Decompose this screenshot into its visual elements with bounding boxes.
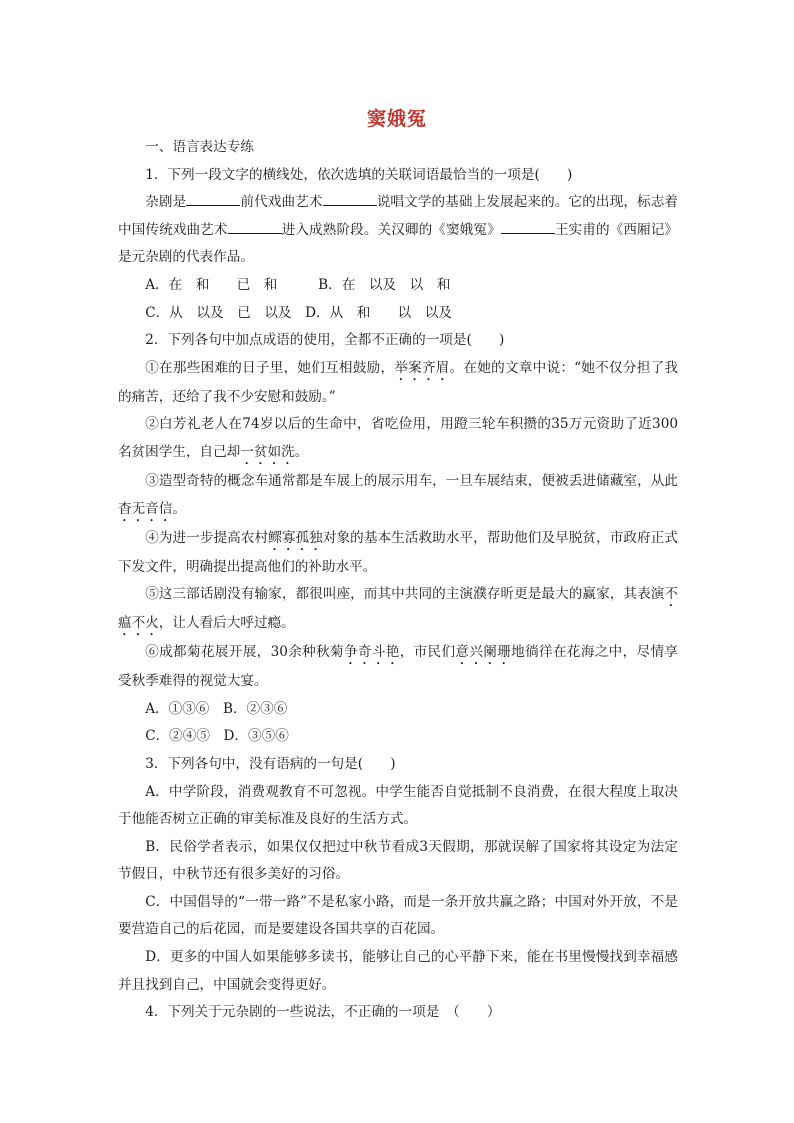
dotted-idiom: 鳏寡孤独 [268, 529, 323, 546]
question-3-stem: 3．下列各句中，没有语病的一句是( ) [145, 755, 396, 772]
passage-text: 前代戏曲艺术 [240, 194, 323, 211]
question-1-stem: 1．下列一段文字的横线处，依次选填的关联词语最恰当的一项是( ) [145, 166, 573, 183]
sentence-text: ①在那些困难的日子里，她们互相鼓励， [145, 359, 395, 376]
question-4-stem: 4．下列关于元杂剧的一些说法，不正确的一项是 （ ） [145, 1004, 501, 1021]
fill-blank-2 [323, 193, 377, 206]
question-2-sentence-2 [118, 411, 678, 468]
fill-blank-1 [186, 193, 240, 206]
sentence-text: 。在她的文章中说：“她不仅分担了我的痛苦，还给了我不少安慰和鼓励。” [118, 359, 679, 405]
question-2-sentence-5 [118, 581, 678, 639]
page-title: 窦娥冤 [366, 108, 427, 130]
question-3-option-a: A．中学阶段，消费观教育不可忽视。中学生能否自觉抵制不良消费，在很大程度上取决于他能否树立正确的审美标准及良好的生活方式。 [118, 783, 678, 828]
sentence-text: 对象的基本生活救助水平，帮助他们及早脱贫，市政府正式下发文件，明确提出提高他们的补助水平。 [118, 529, 679, 575]
dotted-idiom: 争奇斗艳 [343, 644, 400, 661]
question-2-sentence-1 [118, 355, 678, 412]
sentence-text: ⑥成都菊花展开展，30余种秋菊 [145, 644, 344, 661]
dotted-idiom: 不瘟不火 [118, 586, 678, 632]
question-1-passage [118, 189, 678, 272]
question-3-option-c: C．中国倡导的“一带一路”不是私家小路，而是一条开放共赢之路；中国对外开放，不是要营造自己的后花园，而是要建设各国共享的百花园。 [118, 893, 678, 938]
question-1-options-cd: C．从 以及 已 以及 D．从 和 以 以及 [145, 304, 452, 321]
sentence-text: ④为进一步提高农村 [145, 529, 269, 546]
question-2-sentence-4 [118, 525, 678, 582]
sentence-text: ③造型奇特的概念车通常都是车展上的展示用车，一旦车展结束，便被丢进储藏室，从此 [145, 472, 678, 489]
question-2-sentence-6 [118, 639, 678, 696]
sentence-text: ②白芳礼老人在74岁以后的生命中，省吃俭用，用蹬三轮车积攒的35万元资助了近300名贫困学生，自己却 [118, 416, 678, 460]
sentence-text: 。 [294, 443, 309, 460]
document-body [118, 134, 678, 1027]
section-heading: 一、语言表达专练 [145, 139, 254, 155]
sentence-text: ⑤这三部话剧没有输家，都很叫座，而其中共同的主演濮存昕更是最大的赢家，其表演 [145, 586, 665, 603]
question-2-sentence-3 [118, 468, 678, 525]
sentence-text: ，市民们 [399, 644, 456, 661]
dotted-idiom: 杳无音信 [118, 500, 173, 517]
sentence-text: ，让人看后大呼过瘾。 [158, 615, 295, 632]
passage-text: 说唱文学的基础上发展起来的。它的出现，标志着中国传统戏曲艺术 [118, 194, 679, 238]
question-3-option-d: D．更多的中国人如果能够多读书，能够让自己的心平静下来，能在书里慢慢找到幸福感并且找到自己，中国就会变得更好。 [118, 949, 678, 993]
fill-blank-4 [501, 221, 555, 234]
sentence-text: 。 [172, 500, 186, 517]
passage-text: 进入成熟阶段。关汉卿的《窦娥冤》 [281, 221, 501, 238]
question-3-option-b: B．民俗学者表示，如果仅仅把过中秋节看成3天假期，那就误解了国家将其设定为法定节假日，中秋节还有很多美好的习俗。 [118, 838, 678, 883]
question-2-options-cd: C．②④⑤ D．③⑤⑥ [145, 728, 289, 745]
passage-text: 王实甫的《西厢记》是元杂剧的代表作品。 [118, 221, 679, 266]
question-1-options-ab: A．在 和 已 和 B．在 以及 以 和 [145, 276, 451, 293]
sentence-text: 地徜徉在花海之中，尽情享受秋季难得的视觉大宴。 [118, 644, 679, 690]
fill-blank-3 [228, 221, 282, 234]
dotted-idiom: 一贫如洗 [240, 443, 295, 460]
passage-text: 杂剧是 [145, 194, 187, 211]
question-2-options-ab: A．①③⑥ B．②③⑥ [145, 700, 288, 717]
dotted-idiom: 意兴阑珊 [455, 644, 512, 661]
question-2-stem: 2．下列各句中加点成语的使用，全都不正确的一项是( ) [145, 332, 505, 349]
dotted-idiom: 举案齐眉 [394, 359, 450, 376]
